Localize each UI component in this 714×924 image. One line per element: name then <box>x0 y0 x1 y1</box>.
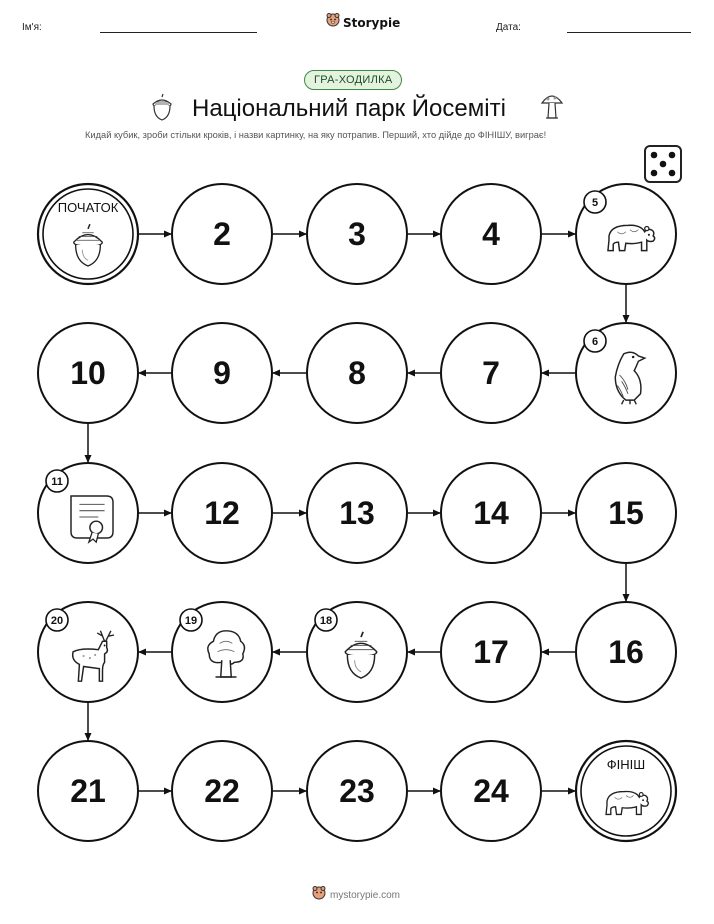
brand-name: Storypie <box>343 15 401 30</box>
space-number: 18 <box>319 615 333 627</box>
space-number-badge <box>584 330 606 352</box>
board-space-19 <box>172 602 272 702</box>
space-number: 4 <box>482 216 500 252</box>
space-number-badge <box>180 609 202 631</box>
scroll-icon <box>71 496 113 542</box>
board-space-8 <box>307 323 407 423</box>
space-number: 9 <box>213 355 231 391</box>
board-space-5 <box>576 184 676 284</box>
space-number: 19 <box>184 615 198 627</box>
board-space-13 <box>307 463 407 563</box>
board-space-12 <box>172 463 272 563</box>
board-space-18 <box>307 602 407 702</box>
board-space-21 <box>38 741 138 841</box>
board-space-16 <box>576 602 676 702</box>
footer <box>312 886 400 905</box>
space-number: 15 <box>608 495 644 531</box>
space-number: 21 <box>70 773 106 809</box>
date-label: Дата: <box>496 22 521 33</box>
space-number-badge <box>315 609 337 631</box>
page-title: Національний парк Йосеміті <box>192 95 506 122</box>
space-number: 23 <box>339 773 375 809</box>
space-number: 22 <box>204 773 240 809</box>
space-number: 3 <box>348 216 366 252</box>
space-number: 2 <box>213 216 231 252</box>
space-number: 16 <box>608 634 644 670</box>
board-space-3 <box>307 184 407 284</box>
space-number: 14 <box>473 495 509 531</box>
name-label: Ім'я: <box>22 22 42 33</box>
space-number: 24 <box>473 773 509 809</box>
space-number: 12 <box>204 495 240 531</box>
start-label: ПОЧАТОК <box>57 200 119 215</box>
footer-url[interactable]: mystorypie.com <box>330 890 401 901</box>
space-number-badge <box>46 609 68 631</box>
board-space-4 <box>441 184 541 284</box>
instructions: Кидай кубик, зроби стільки кроків, і назви картинку, на яку потрапив. Перший, хто дійде до ФІНІШУ, виграє! <box>85 130 547 140</box>
board-space-14 <box>441 463 541 563</box>
space-number: 6 <box>591 336 599 348</box>
finish-label: ФІНІШ <box>606 757 646 772</box>
game-type-badge: ГРА-ХОДИЛКА <box>304 70 402 90</box>
board-space-9 <box>172 323 272 423</box>
space-number-badge <box>584 191 606 213</box>
board-space-23 <box>307 741 407 841</box>
board-space-2 <box>172 184 272 284</box>
board-space-24 <box>441 741 541 841</box>
space-number: 8 <box>348 355 366 391</box>
space-number: 17 <box>473 634 509 670</box>
board-space-7 <box>441 323 541 423</box>
space-number: 11 <box>51 476 63 488</box>
board-space-15 <box>576 463 676 563</box>
space-number: 13 <box>339 495 375 531</box>
board-space-11 <box>38 463 138 563</box>
board-space-6 <box>576 323 676 423</box>
space-number: 7 <box>482 355 500 391</box>
board-space-22 <box>172 741 272 841</box>
start-space <box>38 184 138 284</box>
space-number: 20 <box>50 615 64 627</box>
space-number: 10 <box>70 355 106 391</box>
board-space-17 <box>441 602 541 702</box>
board-space-10 <box>38 323 138 423</box>
space-number: 5 <box>591 197 599 209</box>
storypie-mascot-icon <box>312 886 326 905</box>
finish-space <box>576 741 676 841</box>
board-space-20 <box>38 602 138 702</box>
space-number-badge <box>46 470 68 492</box>
